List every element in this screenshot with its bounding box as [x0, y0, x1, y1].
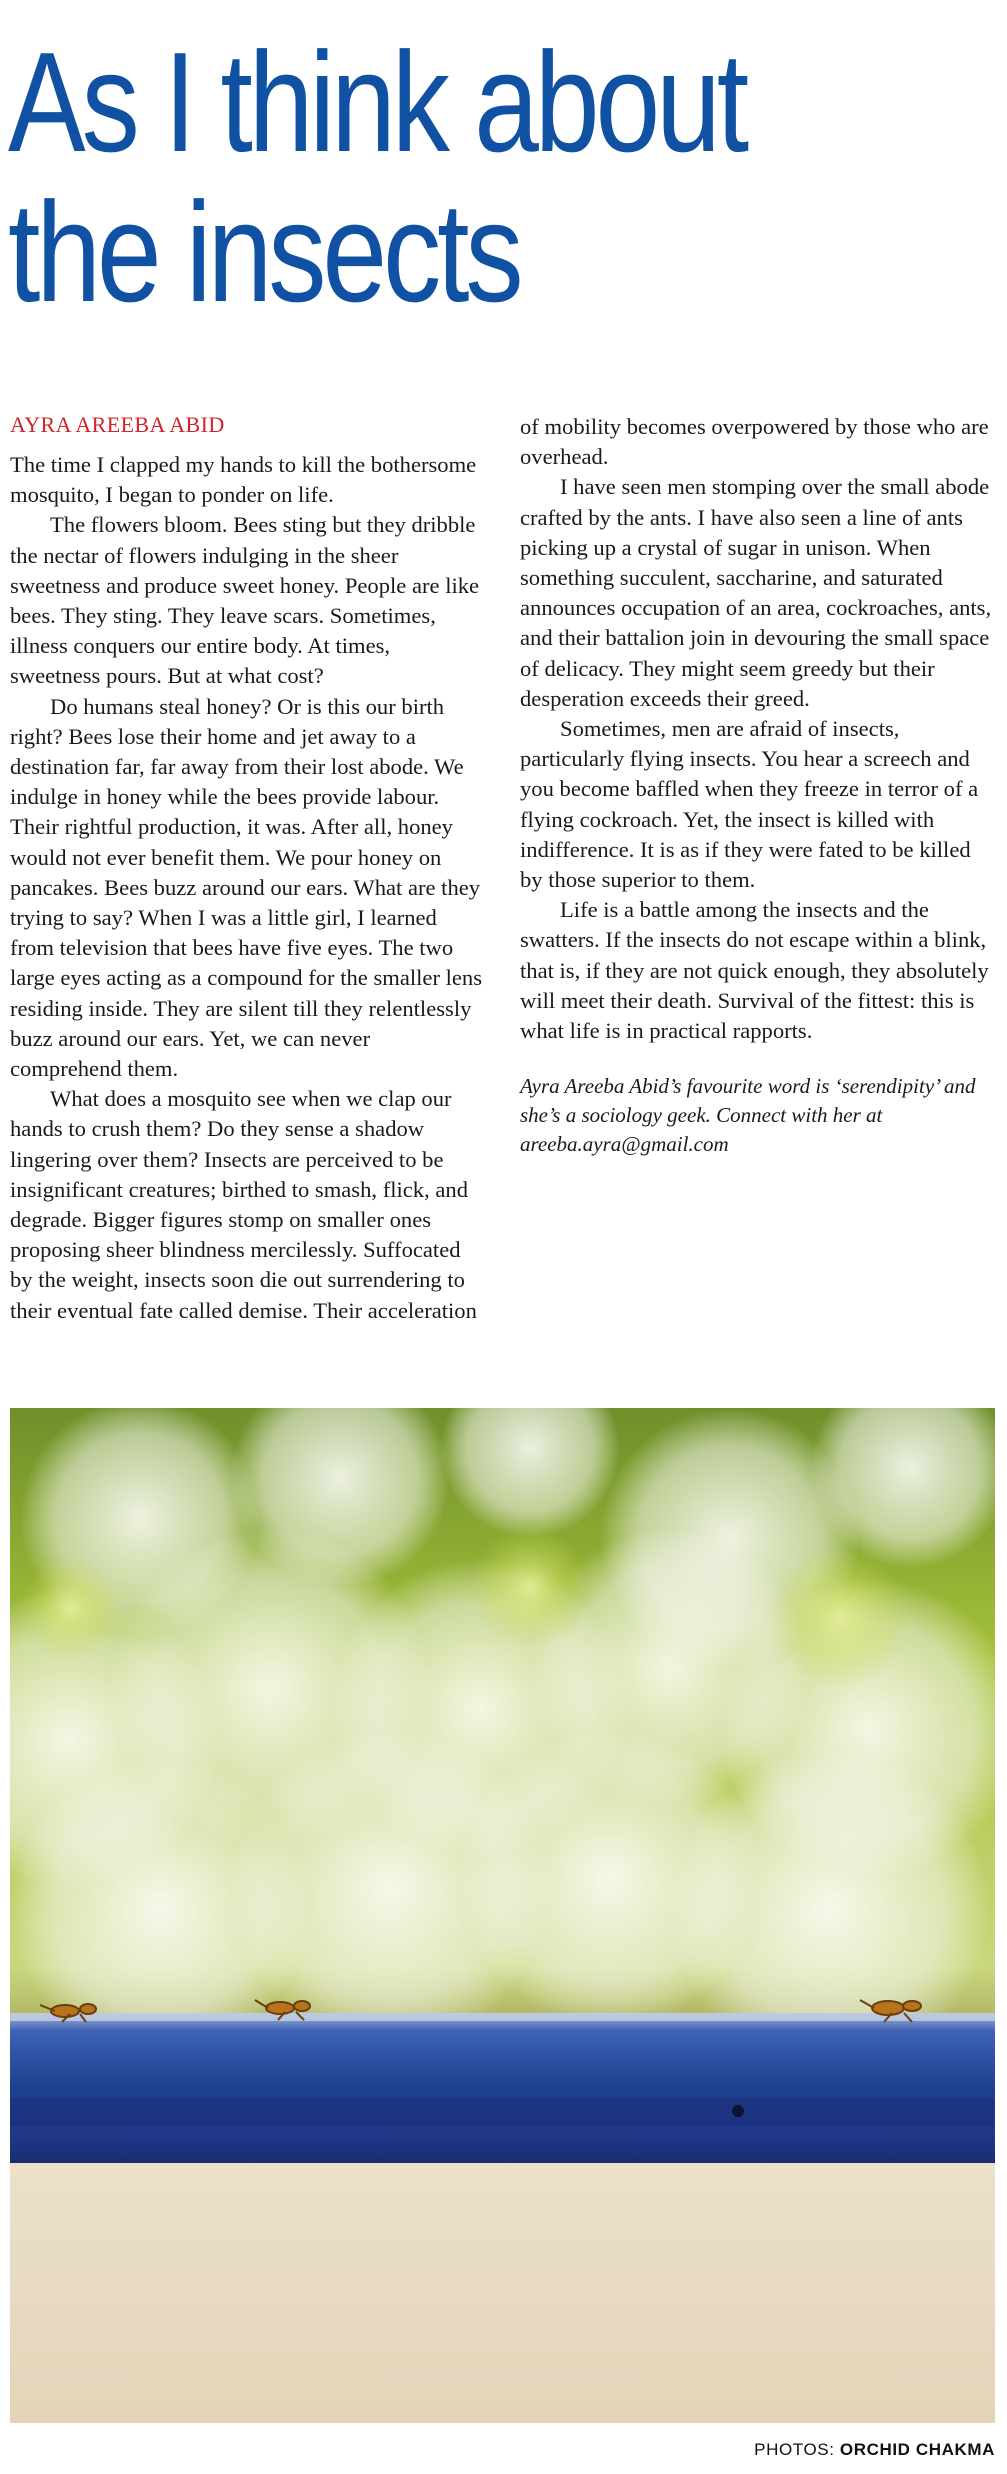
headline	[8, 23, 820, 332]
headline-line-1: As I think about	[8, 23, 746, 182]
paragraph-4: What does a mosquito see when we clap our hands to crush them? Do they sense a shadow lingering over them? Insects are perceived to be insignificant creatures; birthed to smash, flick, and degrade. Bigger figures stomp on smaller ones proposing sheer blindness mercilessly. Suffocated by the weight, insects soon die out surrendering to their eventual fate called demise. Their acceleration of mobility becomes overpowered by those who are overhead.	[10, 414, 989, 1323]
paragraph-3: Do humans steal honey? Or is this our birth right? Bees lose their home and jet away to a destination far, far away from their lost abode. We indulge in honey while the bees provide labour. Their rightful production, it was. After all, honey would not ever benefit them. We pour honey on pancakes. Bees buzz around our ears. What are they trying to say? When I was a little girl, I learned from television that bees have five eyes. The two large eyes acting as a compound for the smaller lens residing inside. They are silent till they relentlessly buzz around our ears. Yet, we can never comprehend them.	[10, 693, 483, 1082]
ants-on-rail-photo	[10, 1408, 995, 2423]
byline: AYRA AREEBA ABID	[10, 412, 225, 437]
photo-credit-label: PHOTOS:	[754, 2440, 835, 2459]
article-body	[10, 412, 992, 1380]
paragraph-1: The time I clapped my hands to kill the bothersome mosquito, I began to ponder on life.	[10, 452, 477, 508]
paragraph-6: Sometimes, men are afraid of insects, particularly flying insects. You hear a screech and you become baffled when they freeze in terror of a flying cockroach. Yet, the insect is killed with indifference. It is as if they were fated to be killed by those superior to them.	[520, 716, 979, 893]
paragraph-7: Life is a battle among the insects and the swatters. If the insects do not escape within a blink, that is, if they are not quick enough, they absolutely will meet their death. Survival of the fittest: this is what life is in practical rapports.	[520, 897, 989, 1044]
photo-credit	[754, 2440, 995, 2460]
paragraph-2: The flowers bloom. Bees sting but they dribble the nectar of flowers indulging in the sheer sweetness and produce sweet honey. People are like bees. They sting. They leave scars. Sometimes, illness conquers our entire body. At times, sweetness pours. But at what cost?	[10, 512, 480, 689]
paragraph-5: I have seen men stomping over the small abode crafted by the ants. I have also seen a line of ants picking up a crystal of sugar in unison. When something succulent, saccharine, and saturated announces occupation of an area, cockroaches, ants, and their battalion join in devouring the small space of delicacy. They might seem greedy but their desperation exceeds their greed.	[520, 474, 992, 711]
headline-line-2: the insects	[8, 173, 520, 332]
author-bio: Ayra Areeba Abid’s favourite word is ‘serendipity’ and she’s a sociology geek. Connect with her at areeba.ayra@gmail.com	[520, 1074, 976, 1157]
photo-credit-name: ORCHID CHAKMA	[839, 2440, 995, 2459]
